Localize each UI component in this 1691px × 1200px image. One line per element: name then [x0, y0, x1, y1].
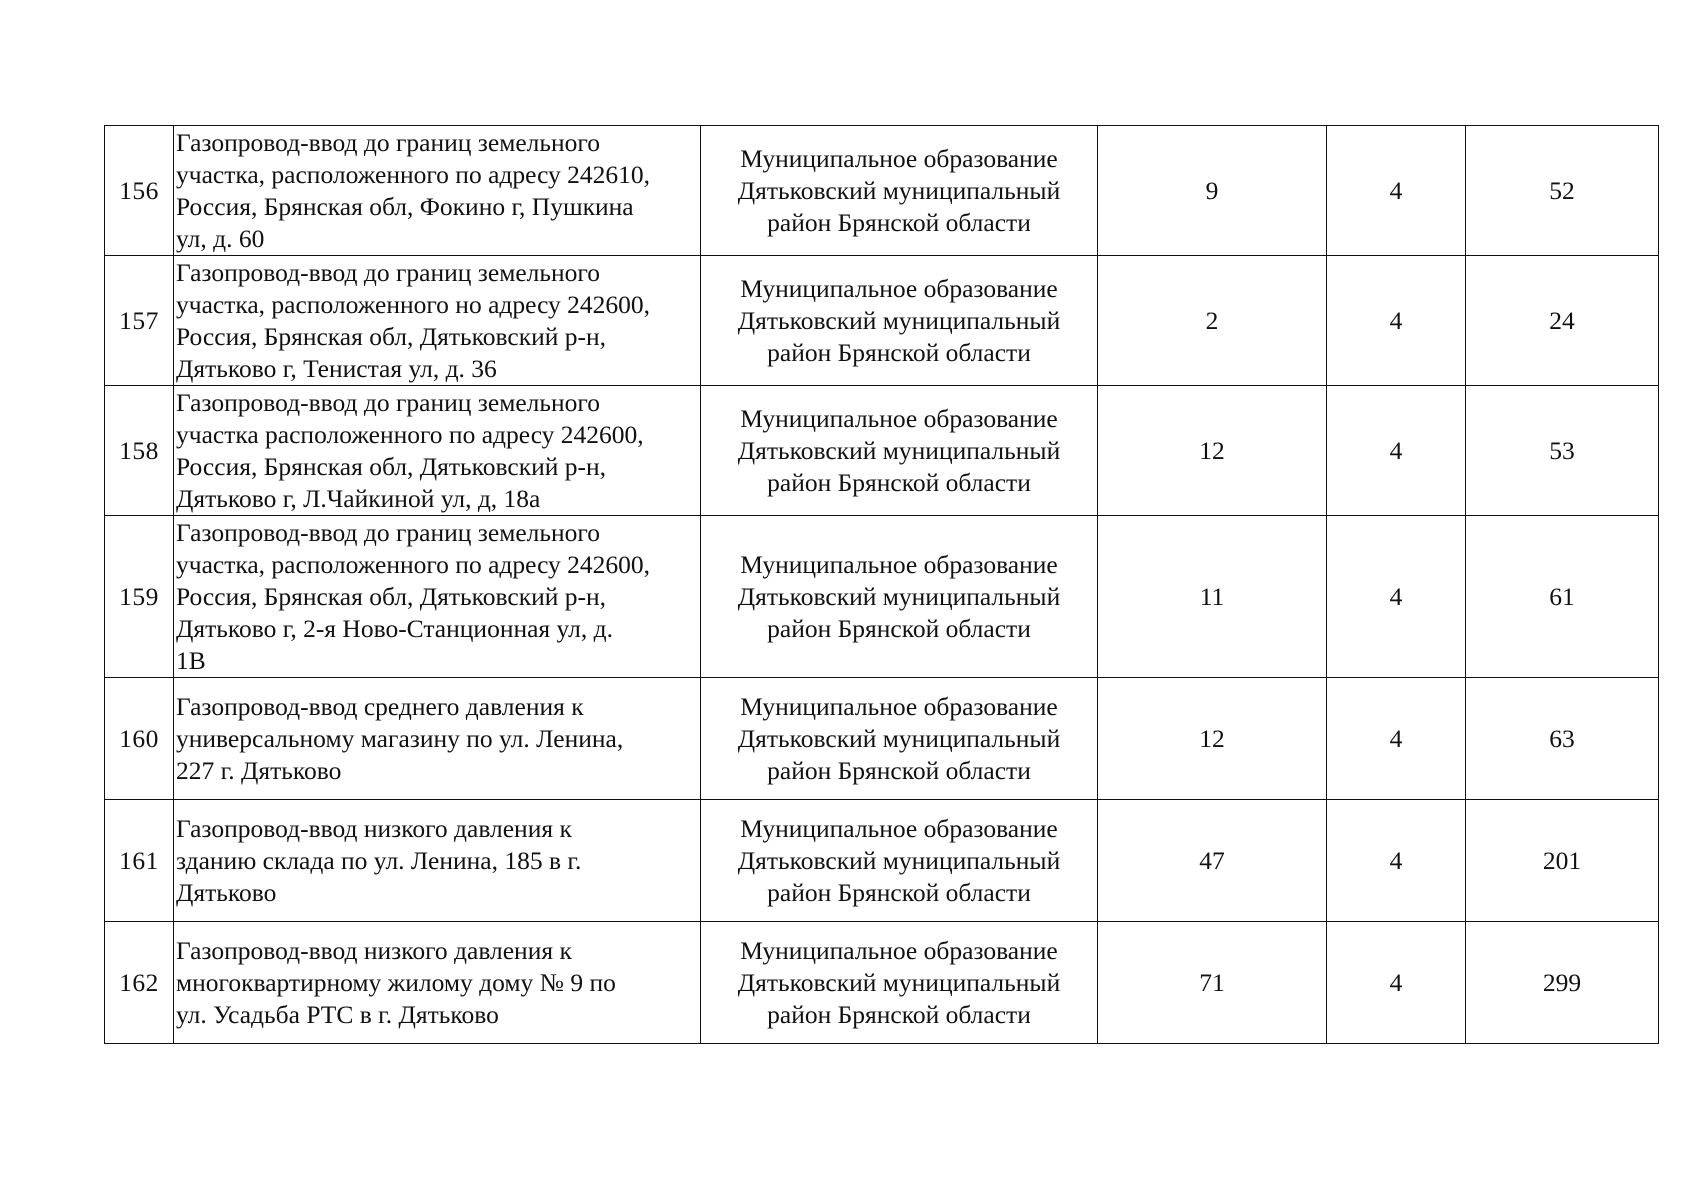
- value1-cell: [1098, 386, 1327, 516]
- owner-cell: [701, 516, 1098, 678]
- owner-name: [701, 143, 1097, 239]
- text-line: Газопровод-ввод до границ земельного: [176, 517, 600, 547]
- value2-cell: [1327, 386, 1466, 516]
- value1: 2: [1205, 305, 1219, 335]
- text-line: Дятьковский муниципальный: [737, 305, 1061, 335]
- text-line: участка, расположенного по адресу 242600,: [176, 549, 651, 579]
- value3: 53: [1549, 435, 1575, 465]
- value3: 201: [1542, 845, 1582, 875]
- value3: 61: [1549, 581, 1575, 611]
- text-line: Дятьковский муниципальный: [737, 967, 1061, 997]
- value3-cell: [1466, 516, 1659, 678]
- object-name: [176, 517, 700, 677]
- object-name-cell: [174, 256, 701, 386]
- value1: 71: [1199, 967, 1225, 997]
- text-line: Россия, Брянская обл, Дятьковский р-н,: [176, 451, 607, 481]
- text-line: 1В: [176, 645, 206, 675]
- value1-cell: [1098, 256, 1327, 386]
- value3: 299: [1542, 967, 1582, 997]
- text-line: Газопровод-ввод среднего давления к: [176, 691, 584, 721]
- text-line: Дятьково: [176, 877, 277, 907]
- object-name-cell: [174, 922, 701, 1044]
- text-line: участка, расположенного но адресу 242600,: [176, 289, 651, 319]
- value2: 4: [1389, 967, 1403, 997]
- table-row: [105, 678, 1659, 800]
- text-line: Дятьково г, Тенистая ул, д. 36: [176, 353, 497, 383]
- text-line: Дятьково г, Л.Чайкиной ул, д, 18а: [176, 483, 541, 513]
- owner-name: [701, 935, 1097, 1031]
- text-line: ул, д. 60: [176, 223, 265, 253]
- value1-cell: [1098, 678, 1327, 800]
- text-line: Муниципальное образование: [740, 549, 1058, 579]
- table-row: [105, 516, 1659, 678]
- value3-cell: [1466, 386, 1659, 516]
- object-name-cell: [174, 800, 701, 922]
- text-line: Россия, Брянская обл, Дятьковский р-н,: [176, 581, 607, 611]
- value3-cell: [1466, 678, 1659, 800]
- text-line: Дятьковский муниципальный: [737, 175, 1061, 205]
- text-line: ул. Усадьба РТС в г. Дятьково: [176, 999, 499, 1029]
- object-name-cell: [174, 516, 701, 678]
- object-name-cell: [174, 386, 701, 516]
- text-line: Газопровод-ввод до границ земельного: [176, 387, 600, 417]
- value2: 4: [1389, 305, 1403, 335]
- text-line: Россия, Брянская обл, Фокино г, Пушкина: [176, 191, 634, 221]
- text-line: Дятьковский муниципальный: [737, 435, 1061, 465]
- text-line: Дятьковский муниципальный: [737, 581, 1061, 611]
- row-number-cell: [105, 922, 174, 1044]
- value3-cell: [1466, 800, 1659, 922]
- text-line: Дятьковский муниципальный: [737, 723, 1061, 753]
- owner-cell: [701, 800, 1098, 922]
- value2-cell: [1327, 922, 1466, 1044]
- value1: 12: [1199, 435, 1225, 465]
- text-line: участка, расположенного по адресу 242610,: [176, 159, 651, 189]
- object-name: [176, 935, 700, 1031]
- owner-name: [701, 813, 1097, 909]
- text-line: Газопровод-ввод до границ земельного: [176, 257, 600, 287]
- row-number-cell: [105, 386, 174, 516]
- text-line: Муниципальное образование: [740, 143, 1058, 173]
- row-number: 156: [119, 175, 159, 205]
- object-name: [176, 691, 700, 787]
- property-registry-table: [104, 125, 1659, 1044]
- row-number-cell: [105, 800, 174, 922]
- text-line: Муниципальное образование: [740, 813, 1058, 843]
- table-row: [105, 126, 1659, 256]
- value3-cell: [1466, 256, 1659, 386]
- row-number: 160: [119, 723, 159, 753]
- row-number-cell: [105, 126, 174, 256]
- table-body: [105, 126, 1659, 1044]
- text-line: Муниципальное образование: [740, 691, 1058, 721]
- text-line: Дятьковский муниципальный: [737, 845, 1061, 875]
- row-number-cell: [105, 516, 174, 678]
- row-number: 161: [119, 845, 159, 875]
- owner-name: [701, 691, 1097, 787]
- object-name-cell: [174, 126, 701, 256]
- owner-cell: [701, 678, 1098, 800]
- object-name: [176, 257, 700, 385]
- value1: 47: [1199, 845, 1225, 875]
- object-name: [176, 387, 700, 515]
- value3-cell: [1466, 922, 1659, 1044]
- value1-cell: [1098, 126, 1327, 256]
- table-row: [105, 800, 1659, 922]
- value2-cell: [1327, 678, 1466, 800]
- value2: 4: [1389, 581, 1403, 611]
- text-line: Газопровод-ввод низкого давления к: [176, 935, 572, 965]
- table-row: [105, 386, 1659, 516]
- text-line: многоквартирному жилому дому № 9 по: [176, 967, 616, 997]
- text-line: Газопровод-ввод до границ земельного: [176, 127, 600, 157]
- value2-cell: [1327, 126, 1466, 256]
- text-line: район Брянской области: [767, 337, 1031, 367]
- owner-name: [701, 403, 1097, 499]
- value2: 4: [1389, 723, 1403, 753]
- text-line: зданию склада по ул. Ленина, 185 в г.: [176, 845, 582, 875]
- text-line: универсальному магазину по ул. Ленина,: [176, 723, 624, 753]
- value1-cell: [1098, 800, 1327, 922]
- row-number-cell: [105, 678, 174, 800]
- owner-cell: [701, 386, 1098, 516]
- value3: 24: [1549, 305, 1575, 335]
- row-number: 159: [119, 581, 159, 611]
- owner-cell: [701, 922, 1098, 1044]
- value3-cell: [1466, 126, 1659, 256]
- owner-cell: [701, 256, 1098, 386]
- value2-cell: [1327, 516, 1466, 678]
- owner-name: [701, 273, 1097, 369]
- object-name: [176, 127, 700, 255]
- table-row: [105, 922, 1659, 1044]
- value2-cell: [1327, 800, 1466, 922]
- text-line: район Брянской области: [767, 207, 1031, 237]
- text-line: район Брянской области: [767, 877, 1031, 907]
- value1: 12: [1199, 723, 1225, 753]
- text-line: Муниципальное образование: [740, 273, 1058, 303]
- value2: 4: [1389, 845, 1403, 875]
- text-line: район Брянской области: [767, 613, 1031, 643]
- text-line: район Брянской области: [767, 999, 1031, 1029]
- value1: 11: [1199, 581, 1225, 611]
- text-line: Муниципальное образование: [740, 935, 1058, 965]
- value1: 9: [1205, 175, 1219, 205]
- text-line: участка расположенного по адресу 242600,: [176, 419, 644, 449]
- value2: 4: [1389, 175, 1403, 205]
- row-number: 162: [119, 967, 159, 997]
- owner-cell: [701, 126, 1098, 256]
- text-line: Муниципальное образование: [740, 403, 1058, 433]
- text-line: район Брянской области: [767, 467, 1031, 497]
- value3: 52: [1549, 175, 1575, 205]
- object-name-cell: [174, 678, 701, 800]
- row-number-cell: [105, 256, 174, 386]
- value1-cell: [1098, 922, 1327, 1044]
- table-row: [105, 256, 1659, 386]
- text-line: Дятьково г, 2-я Ново-Станционная ул, д.: [176, 613, 613, 643]
- object-name: [176, 813, 700, 909]
- text-line: Россия, Брянская обл, Дятьковский р-н,: [176, 321, 607, 351]
- row-number: 157: [119, 305, 159, 335]
- value2-cell: [1327, 256, 1466, 386]
- value1-cell: [1098, 516, 1327, 678]
- value3: 63: [1549, 723, 1575, 753]
- value2: 4: [1389, 435, 1403, 465]
- owner-name: [701, 549, 1097, 645]
- row-number: 158: [119, 435, 159, 465]
- text-line: 227 г. Дятьково: [176, 755, 342, 785]
- text-line: Газопровод-ввод низкого давления к: [176, 813, 572, 843]
- text-line: район Брянской области: [767, 755, 1031, 785]
